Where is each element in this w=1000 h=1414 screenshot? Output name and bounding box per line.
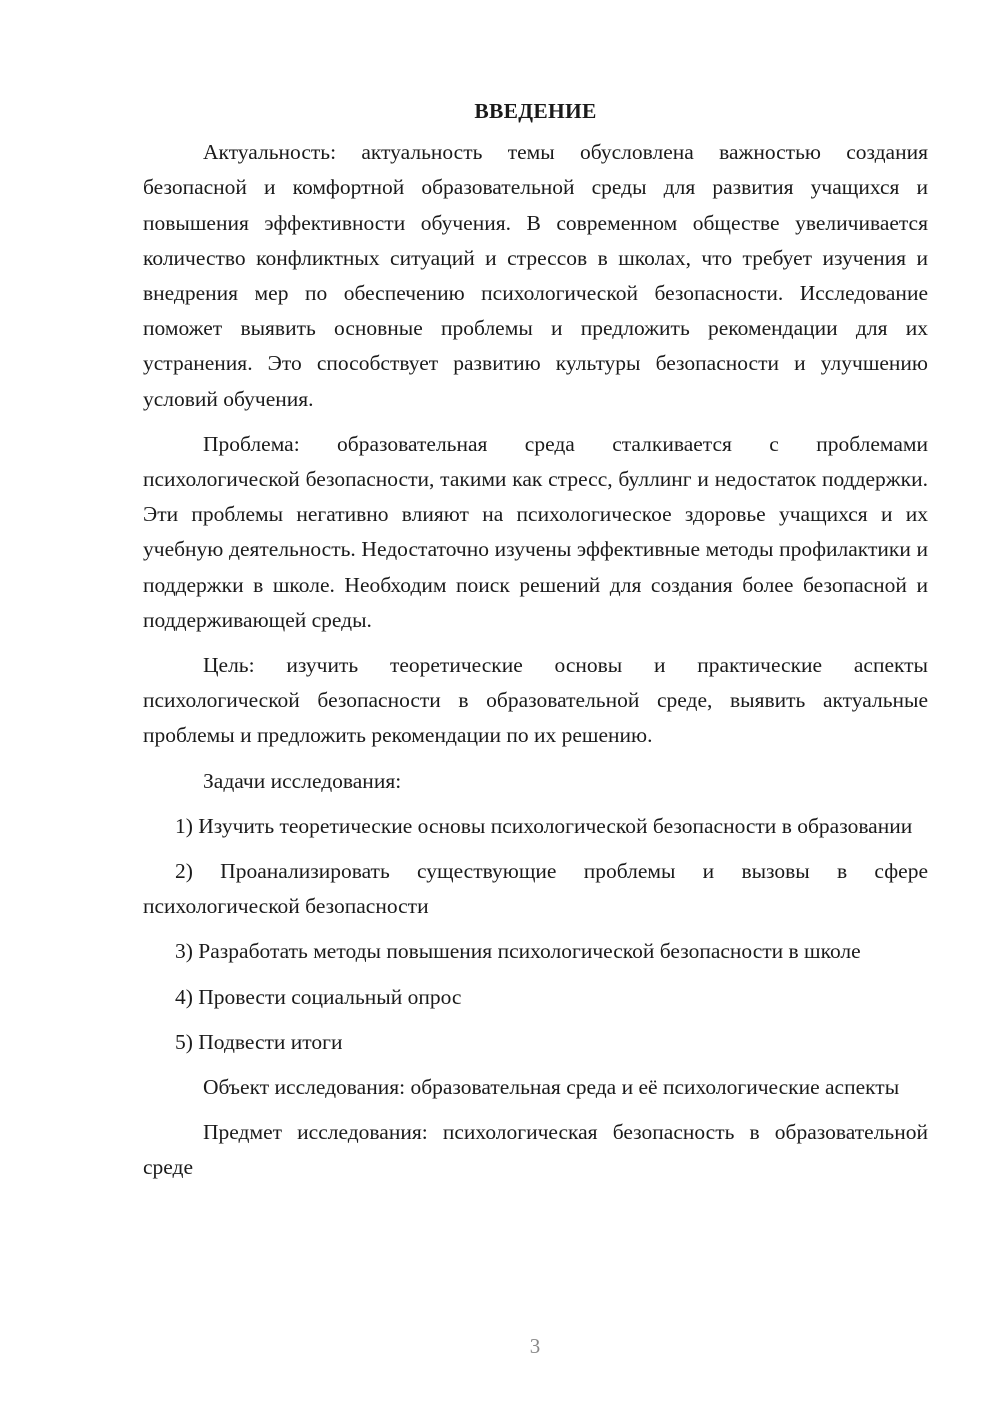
tasks-heading: Задачи исследования: (203, 768, 402, 793)
page-number: 3 (529, 1334, 541, 1358)
document-page (143, 94, 928, 1196)
paragraph-object: Объект исследования: образовательная среда и её психологические аспекты (203, 1075, 900, 1100)
task-item-5: 5) Подвести итоги (175, 1029, 343, 1054)
paragraph-relevance: Актуальность: актуальность темы обусловлена важностью создания безопасной и комфортной образовательной среды для развития учащихся и повышения эффективности обучения. В современном обществе увеличивается количество конфликтных ситуаций и стрессов в школах, что требует изучения и внедрения мер по обеспечению психологической безопасности. Исследование поможет выявить основные проблемы и предложить рекомендации для их устранения. Это способствует развитию культуры безопасности и улучшению условий обучения. (143, 140, 928, 411)
task-item-3: 3) Разработать методы повышения психологической безопасности в школе (175, 939, 861, 964)
paragraph-problem: Проблема: образовательная среда сталкивается с проблемами психологической безопасности, такими как стресс, буллинг и недостаток поддержки. Эти проблемы негативно влияют на психологическое здоровье учащихся и их учебную деятельность. Недостаточно изучены эффективные методы профилактики и поддержки в школе. Необходим поиск решений для создания более безопасной и поддерживающей среды. (143, 431, 928, 632)
paragraph-subject: Предмет исследования: психологическая безопасность в образовательной среде (143, 1120, 928, 1180)
task-item-4: 4) Провести социальный опрос (175, 984, 462, 1009)
document-title: ВВЕДЕНИЕ (474, 99, 597, 123)
task-item-2: 2) Проанализировать существующие проблемы и вызовы в сфере психологической безопасности (143, 859, 928, 919)
paragraph-goal: Цель: изучить теоретические основы и практические аспекты психологической безопасности в образовательной среде, выявить актуальные проблемы и предложить рекомендации по их решению. (143, 653, 928, 748)
task-item-1: 1) Изучить теоретические основы психологической безопасности в образовании (175, 813, 913, 838)
